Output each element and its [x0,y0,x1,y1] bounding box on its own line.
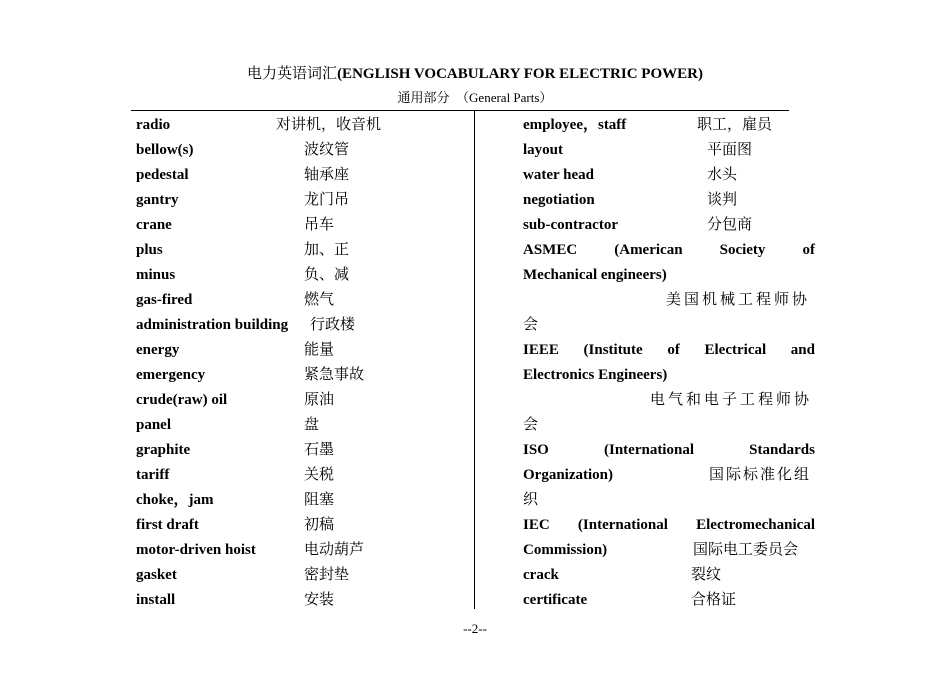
term-english: graphite [136,442,191,458]
term-english: energy [136,342,180,358]
vocab-entry-asmec-zh [523,289,815,314]
term-english: IEEE (Institute of Electrical and [523,342,815,358]
term-english: emergency [136,367,206,383]
term-chinese: 电气和电子工程师协 [650,392,813,408]
term-chinese: 对讲机，收音机 [276,117,382,133]
term-chinese: 美国机械工程师协 [666,292,811,308]
term-english: radio [136,117,171,133]
term-english-cont: Electronics Engineers) [523,367,668,383]
vocab-row [523,139,815,164]
term-chinese: 关税 [304,467,335,483]
vocab-row [136,389,466,414]
vocab-entry-iec-cont [523,539,815,564]
term-chinese: 平面图 [707,142,753,158]
vocab-row [136,514,466,539]
vocab-entry-iec [523,514,815,539]
term-chinese: 分包商 [707,217,753,233]
term-english: bellow(s) [136,142,194,158]
term-english: crack [523,567,559,583]
term-english: employee，staff [523,117,627,133]
page-subtitle: 通用部分 （General Parts） [397,90,553,105]
vocab-entry-iso [523,439,815,464]
vocab-row [136,464,466,489]
term-english: choke，jam [136,492,214,508]
vocab-entry-asmec-cont [523,264,815,289]
vocab-row [523,564,815,589]
vocab-entry-ieee-zh [523,389,815,414]
term-chinese: 龙门吊 [304,192,350,208]
vocab-row [136,164,466,189]
term-chinese: 谈判 [707,192,738,208]
vocab-row [523,114,815,139]
term-english: layout [523,142,564,158]
term-chinese: 初稿 [304,517,335,533]
title-chinese: 电力英语词汇 [247,66,338,82]
term-chinese: 电动葫芦 [304,542,365,558]
term-chinese: 原油 [304,392,335,408]
term-english: administration building [136,317,289,333]
term-english: negotiation [523,192,595,208]
vocab-row [136,414,466,439]
term-english: install [136,592,176,608]
term-english: first draft [136,517,199,533]
term-chinese: 加、正 [304,242,350,258]
vocab-row [136,264,466,289]
term-chinese: 国际电工委员会 [693,542,799,558]
term-chinese: 吊车 [304,217,335,233]
vocab-row [136,114,466,139]
term-english: crude(raw) oil [136,392,228,408]
vocab-entry-ieee-zh-cont [523,414,815,439]
vocab-entry-ieee [523,339,815,364]
term-chinese: 波纹管 [304,142,350,158]
vocab-row [136,239,466,264]
vocab-row [136,539,466,564]
vocab-row [523,589,815,614]
term-chinese: 能量 [304,342,335,358]
term-english: gantry [136,192,179,208]
term-english: gasket [136,567,177,583]
vocab-row [136,214,466,239]
term-chinese: 行政楼 [310,317,356,333]
page-number: --2-- [463,621,487,636]
vocab-row [136,289,466,314]
term-english: sub-contractor [523,217,618,233]
vocab-row [136,339,466,364]
term-chinese: 国际标准化组 [709,467,812,483]
vocab-entry-asmec [523,239,815,264]
term-chinese: 职工，雇员 [697,117,773,133]
term-chinese: 紧急事故 [304,367,365,383]
term-english: ISO (International Standards [523,442,815,458]
vocab-row [136,589,466,614]
term-chinese-cont: 会 [523,417,539,433]
term-chinese-cont: 织 [523,492,539,508]
header-divider [131,110,789,111]
term-chinese: 安装 [304,592,335,608]
term-english-cont: Commission) [523,542,608,558]
term-chinese: 燃气 [304,292,335,308]
term-english: minus [136,267,176,283]
column-divider [474,111,475,609]
title-english: (ENGLISH VOCABULARY FOR ELECTRIC POWER) [337,66,703,82]
term-english: certificate [523,592,588,608]
term-chinese: 盘 [304,417,320,433]
vocab-row [136,139,466,164]
vocab-row [523,214,815,239]
term-chinese: 负、减 [304,267,350,283]
vocab-row [136,314,466,339]
term-chinese: 水头 [707,167,738,183]
right-vocabulary-column [523,114,815,614]
term-chinese: 轴承座 [304,167,350,183]
term-chinese: 裂纹 [691,567,722,583]
vocab-row [523,164,815,189]
vocab-entry-asmec-zh-cont [523,314,815,339]
vocab-row [136,364,466,389]
term-chinese: 石墨 [304,442,335,458]
vocab-entry-iso-zh-cont [523,489,815,514]
vocab-row [136,489,466,514]
vocab-entry-ieee-cont [523,364,815,389]
vocab-row [136,439,466,464]
vocab-row [136,564,466,589]
term-english: plus [136,242,163,258]
term-chinese: 阻塞 [304,492,335,508]
term-english-cont: Mechanical engineers) [523,267,667,283]
term-english: crane [136,217,172,233]
term-english: motor-driven hoist [136,542,256,558]
left-vocabulary-column [136,114,466,614]
term-english: panel [136,417,172,433]
term-chinese: 密封垫 [304,567,350,583]
term-english: IEC (International Electromechanical [523,517,815,533]
term-english: pedestal [136,167,189,183]
vocab-row [136,189,466,214]
term-english: water head [523,167,594,183]
vocab-row [523,189,815,214]
term-english: tariff [136,467,170,483]
term-english: ASMEC (American Society of [523,242,815,258]
vocab-entry-iso-cont [523,464,815,489]
term-english: gas-fired [136,292,193,308]
term-english-cont: Organization) [523,467,613,483]
term-chinese: 合格证 [691,592,737,608]
term-chinese-cont: 会 [523,317,539,333]
page-title [0,64,950,84]
